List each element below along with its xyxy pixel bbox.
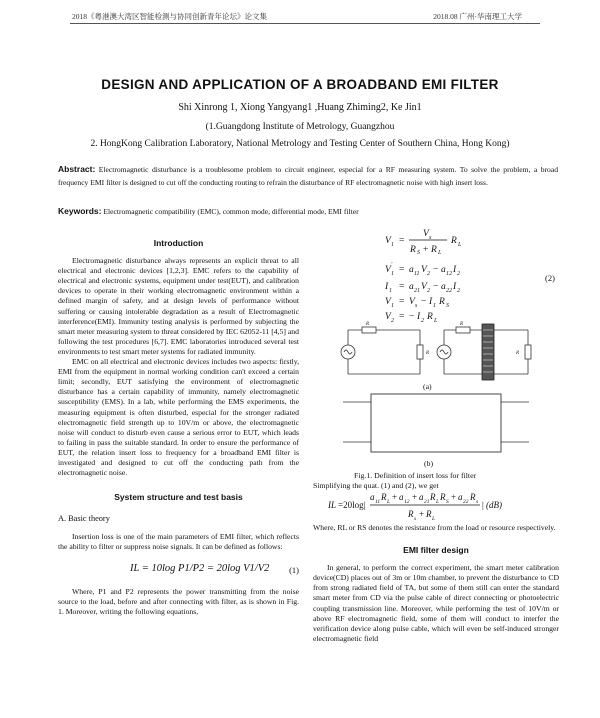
svg-text:a: a — [419, 492, 424, 502]
svg-text:L: L — [432, 516, 436, 522]
svg-text:1: 1 — [433, 303, 436, 309]
svg-text:11: 11 — [375, 499, 381, 505]
svg-text:−: − — [433, 265, 439, 275]
svg-text:|: | — [482, 500, 484, 510]
svg-text:V: V — [421, 282, 427, 292]
svg-text:1: 1 — [391, 303, 394, 309]
svg-text:2: 2 — [421, 318, 424, 324]
svg-text:+: + — [392, 492, 398, 502]
svg-text:2: 2 — [427, 288, 430, 294]
abstract-text: Electromagnetic disturbance is a troublesome problem to circuit engineer, especial for a RF measuring system. To solve the problem, a broad frequency EMI filter is designed to cut off the conducting routing to refrain the disturbance of RF electromagnetic noise with high insert loss. — [58, 165, 558, 187]
svg-text:1: 1 — [389, 288, 392, 294]
svg-text:+: + — [451, 492, 457, 502]
svg-text:2: 2 — [427, 271, 430, 277]
svg-text:R: R — [366, 322, 370, 327]
right-column-text — [313, 523, 559, 644]
svg-text:R: R — [410, 245, 416, 255]
emi-design-paragraph-1: In general, to perform the correct experiment, the smart meter calibration device(CD) places out of 3m or 10m chamber, to prevent the disturbance to CD from strong radiated field of TA, but some of them still can enter the standard smart meter from CD via the pulse cable of direct connecting or photoelectric coupling transmission line. Moreover, while performing the test of 10V/m or above RF electromagnetic field, some of them will conduct to interfer the verification device along pulse cable, which will even be self-induced stronger electromagnetic field — [313, 563, 559, 643]
intro-paragraph-2: EMC on all electrical and electronic devices includes two aspects: firstly, EMI from the equipment in normal working condition can't exceed a certain limit; secondly, EUT satisfying the environment of electromagnetic disturbance has a certain capability of immunity, namely electromagnetic susceptibility (EMS). In a lab, while performing the EMS experiments, the measuring equipment is often disturbed, especial for the stronger radiated electromagnetic field strength up to 10V/m or above, the electromagnetic noise will conduct to disturb even cause a serious error to EUT, which leads to failing in pass the suitable standard. In order to ensure the performance of EUT, the relation insert loss to frequency for a broadband EMI filter is investigated and designed to cut off the conducting path from the electromagnetic noise. — [58, 357, 299, 478]
section-heading-introduction: Introduction — [153, 238, 204, 248]
equation-1: IL = 10log P1/P2 = 20log V1/V2 — [130, 562, 270, 574]
svg-text:R: R — [460, 322, 464, 327]
abstract — [58, 163, 558, 189]
svg-text:a: a — [441, 282, 446, 292]
svg-text:a: a — [441, 265, 446, 275]
svg-text:L: L — [436, 499, 440, 505]
svg-text:R: R — [408, 509, 414, 519]
svg-text:s: s — [476, 499, 479, 505]
svg-text:a: a — [458, 492, 463, 502]
svg-text:+: + — [423, 245, 429, 255]
keywords-text: Electromagnetic compatibility (EMC), common mode, differential mode, EMI filter — [103, 207, 359, 216]
keywords-label: Keywords: — [58, 206, 102, 216]
paper-title: DESIGN AND APPLICATION OF A BROADBAND EMI FILTER — [101, 77, 499, 92]
svg-text:V: V — [385, 297, 391, 307]
svg-text:L: L — [434, 318, 438, 324]
svg-text:(dB): (dB) — [486, 500, 502, 510]
svg-text:I: I — [453, 265, 457, 275]
svg-text:I: I — [417, 312, 421, 322]
svg-text:−: − — [433, 282, 439, 292]
svg-text:22: 22 — [446, 288, 452, 294]
svg-text:R: R — [426, 509, 432, 519]
svg-text:V: V — [385, 312, 391, 322]
svg-text:2: 2 — [391, 318, 394, 324]
svg-text:12: 12 — [446, 271, 452, 277]
figure-1b-label: (b) — [424, 459, 434, 468]
header-right: 2018.08 广州·华南理工大学 — [433, 12, 522, 21]
svg-text:s: s — [429, 235, 432, 241]
svg-text:L: L — [458, 242, 462, 248]
svg-text:R: R — [430, 492, 436, 502]
svg-text:=: = — [399, 312, 405, 322]
svg-text:a: a — [409, 265, 414, 275]
svg-text:21: 21 — [414, 288, 420, 294]
svg-text:V: V — [409, 297, 415, 307]
basic-theory-paragraph-2: Where, P1 and P2 represents the power transmitting from the noise source to the load, before and after connecting with filter, as is shown in Fig. 1. Moreover, writing the following equations, — [58, 586, 299, 616]
svg-text:R: R — [440, 492, 446, 502]
figure-1b-two-port — [343, 392, 529, 454]
svg-text:R: R — [426, 351, 430, 356]
svg-text:′: ′ — [391, 262, 393, 268]
svg-text:1: 1 — [391, 242, 394, 248]
figure-1-caption: Fig.1. Definition of insert loss for filter — [354, 471, 477, 480]
svg-text:21: 21 — [424, 499, 430, 505]
svg-text:L: L — [438, 250, 442, 256]
affiliation-1: (1.Guangdong Institute of Metrology, Guangzhou — [205, 122, 395, 132]
svg-text:=: = — [399, 236, 405, 246]
left-column — [58, 238, 299, 617]
svg-text:V: V — [423, 229, 429, 239]
equation-2-system — [383, 226, 543, 324]
svg-text:R: R — [431, 245, 437, 255]
svg-text:+: + — [412, 492, 418, 502]
basic-theory-paragraph-1: Insertion loss is one of the main parameters of EMI filter, which reflects the ability to filter or suppress noise signals. It can be defined as follows: — [58, 532, 299, 552]
svg-text:=: = — [399, 265, 405, 275]
abstract-label: Abstract: — [58, 164, 96, 174]
svg-text:L: L — [387, 499, 391, 505]
simplify-text: Simplifying the quat. (1) and (2), we get — [313, 481, 439, 490]
svg-text:s: s — [414, 516, 417, 522]
equation-1-number: (1) — [289, 564, 299, 575]
intro-paragraph-1: Electromagnetic disturbance always represents an explicit threat to all electrical and electronic devices [1,2,3]. EMC refers to the capability of electrical and electronic systems, equipment under test(EUT), and calibration devices to operate in their working electromagnetic environment within a defined margin of safety, and at design levels of performance without suffering or causing intolerable degradation as a result of Electromagnetic interference(EMI). Immunity testing analysis is performed by subjecting the smart meter measuring system to threat considered by IEC 62052-11 [4,5] and following the test procedures [6,7]. EMC laboratories introduced several test environments to test smart meter systems for radiated immunity. — [58, 256, 299, 356]
svg-text:R: R — [516, 351, 520, 356]
svg-text:=: = — [399, 282, 405, 292]
equation-1-block — [58, 553, 299, 587]
svg-text:V: V — [385, 265, 391, 275]
svg-text:I: I — [385, 282, 389, 292]
svg-text:S: S — [446, 303, 449, 309]
svg-text:a: a — [370, 492, 375, 502]
svg-text:+: + — [419, 509, 425, 519]
svg-text:2: 2 — [457, 271, 460, 277]
keywords — [58, 206, 558, 216]
svg-text:I: I — [429, 297, 433, 307]
svg-text:1: 1 — [391, 271, 394, 277]
section-heading-emi-filter-design: EMI filter design — [403, 545, 469, 556]
svg-text:I: I — [453, 282, 457, 292]
svg-text:V: V — [421, 265, 427, 275]
subsection-basic-theory: A. Basic theory — [58, 514, 110, 524]
figure-1a-circuit — [340, 318, 535, 382]
svg-text:R: R — [427, 312, 433, 322]
svg-text:a: a — [399, 492, 404, 502]
svg-text:R: R — [381, 492, 387, 502]
svg-text:IL: IL — [328, 500, 337, 510]
svg-text:11: 11 — [414, 271, 420, 277]
svg-text:S: S — [417, 250, 420, 256]
where-rl-text: Where, RL or RS denotes the resistance from the load or resource respectively. — [313, 523, 556, 532]
running-header — [0, 8, 600, 22]
svg-text:22: 22 — [463, 499, 469, 505]
svg-text:12: 12 — [404, 499, 410, 505]
figure-1a-label: (a) — [423, 382, 432, 391]
svg-text:=20log|: =20log| — [338, 500, 366, 510]
equation-2-number: (2) — [545, 273, 555, 283]
svg-text:a: a — [409, 282, 414, 292]
paper-authors: Shi Xinrong 1, Xiong Yangyang1 ,Huang Zhiming2, Ke Jin1 — [178, 102, 422, 113]
svg-text:=: = — [399, 297, 405, 307]
svg-text:S: S — [446, 499, 449, 505]
header-rule — [70, 23, 540, 24]
svg-text:s: s — [415, 303, 418, 309]
svg-text:−: − — [409, 312, 415, 322]
header-left: 2018《粤港澳大湾区智能检测与协同创新青年论坛》论文集 — [72, 12, 267, 21]
svg-text:R: R — [439, 297, 445, 307]
svg-text:R: R — [451, 236, 457, 246]
svg-text:2: 2 — [457, 288, 460, 294]
svg-text:R: R — [470, 492, 476, 502]
equation-3 — [328, 488, 548, 522]
affiliation-2: 2. HongKong Calibration Laboratory, National Metrology and Testing Center of Southern China, Hong Kong) — [90, 139, 510, 149]
svg-text:−: − — [421, 297, 427, 307]
section-heading-system: System structure and test basis — [114, 492, 243, 503]
svg-text:V: V — [385, 236, 391, 246]
